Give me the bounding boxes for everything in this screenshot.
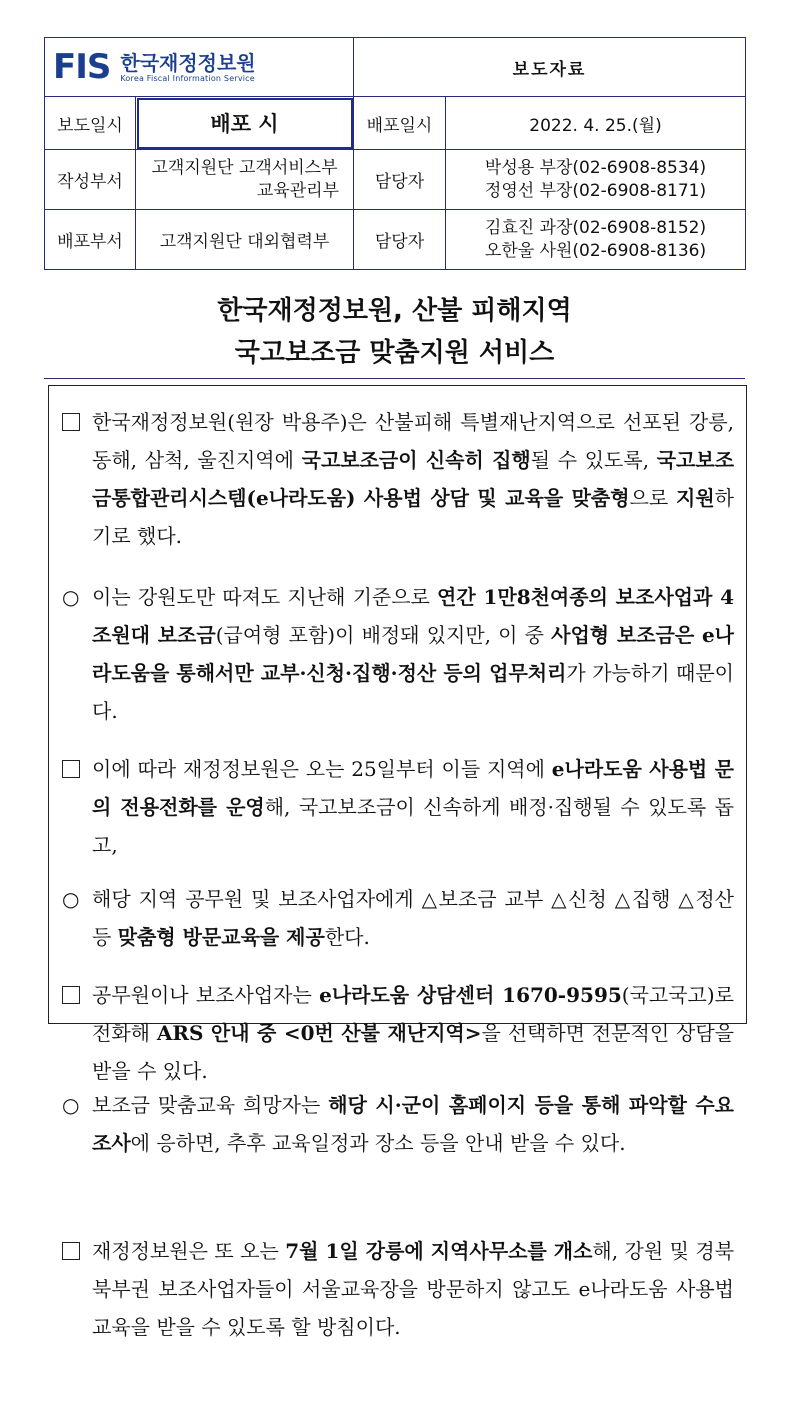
p2-bold-d: 사업형 보조금은 e나라도움을 통해서만 교부·신청·집행·정산 등의 업무처리 xyxy=(92,623,734,685)
square-bullet-icon xyxy=(62,1242,80,1260)
paragraph-5 xyxy=(62,976,734,1090)
dist-date-value: 2022. 4. 25.(월) xyxy=(446,97,746,150)
author-dept-line2: 교육관리부 xyxy=(256,180,339,201)
p5-bold-b: e나라도움 상담센터 1670-9595 xyxy=(319,983,622,1007)
dist-date-label: 배포일시 xyxy=(354,97,446,150)
contact-1-value xyxy=(446,150,746,210)
p3-bold-b: e나라도움 사용법 문의 전용전화를 운영 xyxy=(92,757,734,819)
paragraph-4 xyxy=(62,880,734,956)
fis-logo xyxy=(45,47,353,87)
p1-text-g: 하기로 했다. xyxy=(92,486,734,548)
author-dept-line1: 고객지원단 고객서비스부 xyxy=(151,157,338,178)
p5-bold-d: ARS 안내 중 <0번 산불 재난지역> xyxy=(156,1021,482,1045)
p5-text-a: 공무원이나 보조사업자는 xyxy=(92,983,320,1007)
p5-text-c: (국고국고)로 전화해 xyxy=(92,983,734,1045)
contact-label-1: 담당자 xyxy=(354,150,446,210)
document-type: 보도자료 xyxy=(354,38,746,97)
author-dept-value xyxy=(136,150,354,210)
p2-text-a: 이는 강원도만 따져도 지난해 기준으로 xyxy=(92,585,438,609)
contact-2-line1: 김효진 과장(02-6908-8152) xyxy=(484,217,707,238)
p7-text-a: 재정정보원은 또 오는 xyxy=(92,1239,286,1263)
p1-bold-f: 지원 xyxy=(676,486,715,510)
p6-text-c: 에 응하면, 추후 교육일정과 장소 등을 안내 받을 수 있다. xyxy=(130,1131,626,1155)
circle-bullet-icon: ○ xyxy=(62,887,80,911)
p7-bold-b: 7월 1일 강릉에 지역사무소를 개소 xyxy=(285,1239,593,1263)
p3-text-c: 해, 국고보조금이 신속하게 배정·집행될 수 있도록 돕고, xyxy=(92,795,734,857)
logo-cell xyxy=(45,38,354,97)
square-bullet-icon xyxy=(62,413,80,431)
report-date-label: 보도일시 xyxy=(45,97,136,150)
p2-text-e: 가 가능하기 때문이다. xyxy=(92,661,734,723)
press-header-table xyxy=(44,37,746,270)
paragraph-7 xyxy=(62,1232,734,1346)
contact-1-line2: 정영선 부장(02-6908-8171) xyxy=(484,180,707,201)
circle-bullet-icon: ○ xyxy=(62,585,80,609)
p6-bold-b: 해당 시·군이 홈페이지 등을 통해 파악할 수요조사 xyxy=(92,1093,735,1155)
contact-2-line2: 오한울 사원(02-6908-8136) xyxy=(484,240,707,261)
p5-text-e: 을 선택하면 전문적인 상담을 받을 수 있다. xyxy=(92,1021,734,1083)
p4-text-c: 한다. xyxy=(324,925,370,949)
p2-bold-b: 연간 1만8천여종의 보조사업과 4조원대 보조금 xyxy=(92,585,734,647)
dist-dept-value: 고객지원단 대외협력부 xyxy=(136,210,354,270)
paragraph-2 xyxy=(62,578,734,730)
p4-bold-b: 맞춤형 방문교육을 제공 xyxy=(117,925,325,949)
contact-1-line1: 박성용 부장(02-6908-8534) xyxy=(484,157,707,178)
p1-bold-d: 국고보조금통합관리시스템(e나라도움) 사용법 상담 및 교육을 맞춤형 xyxy=(92,448,735,510)
author-dept-label: 작성부서 xyxy=(45,150,136,210)
square-bullet-icon xyxy=(62,760,80,778)
title-line2: 국고보조금 맞춤지원 서비스 xyxy=(234,338,555,368)
logo-mark: FIS xyxy=(53,47,111,87)
paragraph-6 xyxy=(62,1086,734,1162)
p7-text-c: 해, 강원 및 경북 북부권 보조사업자들이 서울교육장을 방문하지 않고도 e나라도움 사용법 교육을 받을 수 있도록 할 방침이다. xyxy=(92,1239,735,1339)
p1-text-e: 으로 xyxy=(629,486,677,510)
logo-korean-name: 한국재정정보원 xyxy=(120,50,256,75)
logo-english-name: Korea Fiscal Information Service xyxy=(120,73,255,83)
contact-label-2: 담당자 xyxy=(354,210,446,270)
contact-2-value xyxy=(446,210,746,270)
press-title xyxy=(44,290,745,374)
p6-text-a: 보조금 맞춤교육 희망자는 xyxy=(92,1093,329,1117)
p1-text-c: 될 수 있도록, xyxy=(530,448,657,472)
title-line1: 한국재정정보원, 산불 피해지역 xyxy=(217,296,572,326)
p1-bold-b: 국고보조금이 신속히 집행 xyxy=(301,448,531,472)
p3-text-a: 이에 따라 재정정보원은 오는 25일부터 이들 지역에 xyxy=(92,757,552,781)
p1-text-a: 한국재정정보원(원장 박용주)은 산불피해 특별재난지역으로 선포된 강릉, 동해, 삼척, 울진지역에 xyxy=(92,410,734,472)
square-bullet-icon xyxy=(62,986,80,1004)
p4-text-a: 해당 지역 공무원 및 보조사업자에게 △보조금 교부 △신청 △집행 △정산 등 xyxy=(92,887,734,949)
paragraph-3 xyxy=(62,750,734,864)
p2-text-c: (급여형 포함)이 배정돼 있지만, 이 중 xyxy=(215,623,552,647)
paragraph-1 xyxy=(62,403,734,555)
title-divider xyxy=(44,378,745,379)
dist-dept-label: 배포부서 xyxy=(45,210,136,270)
report-date-value: 배포 시 xyxy=(136,97,354,150)
circle-bullet-icon: ○ xyxy=(62,1093,80,1117)
